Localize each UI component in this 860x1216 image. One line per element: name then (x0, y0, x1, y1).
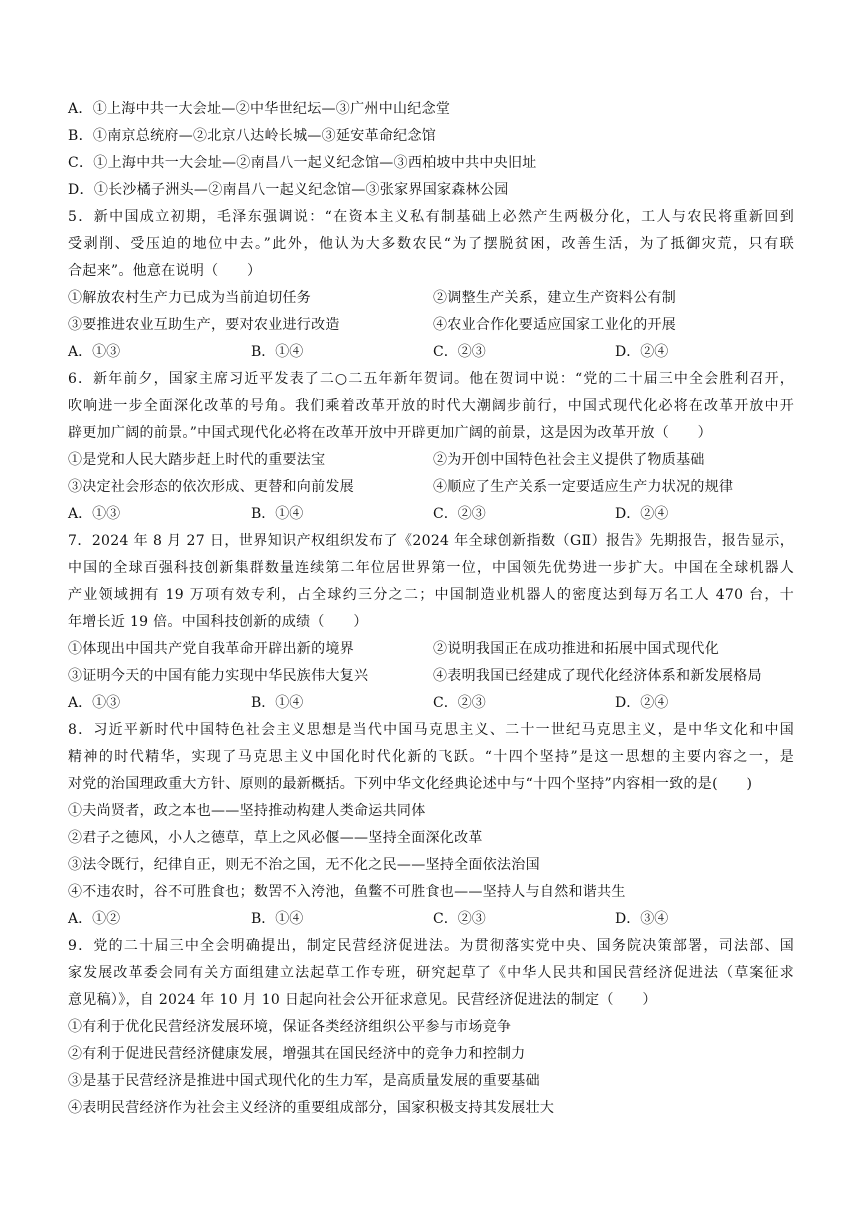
q7-stem-line-4: 年增长近 19 倍。中国科技创新的成绩（ ） (68, 614, 368, 630)
q6-item-2: ②为开创中国特色社会主义提供了物质基础 (433, 452, 705, 468)
q5-choice-d: D．②④ (615, 344, 669, 360)
q5-item-2: ②调整生产关系，建立生产资料公有制 (433, 290, 677, 306)
q5-choice-b: B．①④ (251, 344, 304, 360)
q8-stem-line-2: 精神的时代精华，实现了马克思主义中国化时代化新的飞跃。“十四个坚持”是这一思想的主要内容之一，是 (68, 749, 794, 765)
q7-choice-b: B．①④ (251, 695, 304, 711)
q7-item-4: ④表明我国已经建成了现代化经济体系和新发展格局 (433, 668, 762, 684)
q6-choice-b: B．①④ (251, 506, 304, 522)
q5-stem-line-3: 合起来”。他意在说明（ ） (68, 263, 262, 279)
q9-item-1: ①有利于优化民营经济发展环境，保证各类经济组织公平参与市场竞争 (68, 1019, 512, 1035)
q7-item-2: ②说明我国正在成功推进和拓展中国式现代化 (433, 641, 719, 657)
q7-choices (68, 694, 794, 712)
q9-stem-line-3: 意见稿）》，自 2024 年 10 月 10 日起向社会公开征求意见。民营经济促进法的制定（ ） (68, 992, 657, 1008)
q8-stem-line-1: 8．习近平新时代中国特色社会主义思想是当代中国马克思主义、二十一世纪马克思主义，是中华文化和中国 (68, 722, 794, 738)
q6-choice-d: D．②④ (615, 506, 669, 522)
q6-choice-c: C．②③ (433, 506, 486, 522)
q6-item-3: ③决定社会形态的依次形成、更替和向前发展 (68, 479, 354, 495)
q6-items-row-1 (68, 451, 794, 469)
q6-stem-line-2: 吹响进一步全面深化改革的号角。我们乘着改革开放的时代大潮阔步前行，中国式现代化必将在改革开放中开 (68, 398, 794, 414)
q6-stem-line-1: 6．新年前夕，国家主席习近平发表了二○二五年新年贺词。他在贺词中说：“党的二十届三中全会胜利召开， (68, 371, 794, 387)
q6-items-row-2 (68, 478, 794, 496)
q8-choice-a: A．①② (68, 911, 121, 927)
q7-item-3: ③证明今天的中国有能力实现中华民族伟大复兴 (68, 668, 369, 684)
q5-stem-line-1: 5．新中国成立初期，毛泽东强调说：“在资本主义私有制基础上必然产生两极分化，工人与农民将重新回到 (68, 209, 794, 225)
q5-item-3: ③要推进农业互助生产，要对农业进行改造 (68, 317, 340, 333)
q7-stem-line-1: 7．2024 年 8 月 27 日，世界知识产权组织发布了《2024 年全球创新指数（GⅡ）报告》先期报告，报告显示， (68, 533, 794, 549)
q8-choices (68, 910, 794, 928)
q9-stem-line-2: 家发展改革委会同有关方面组建立法起草工作专班，研究起草了《中华人民共和国民营经济促进法（草案征求 (68, 965, 794, 981)
q7-item-1: ①体现出中国共产党自我革命开辟出新的境界 (68, 641, 354, 657)
q4-option-b: B．①南京总统府—②北京八达岭长城—③延安革命纪念馆 (68, 128, 437, 144)
q8-item-1: ①夫尚贤者，政之本也——坚持推动构建人类命运共同体 (68, 803, 426, 819)
q6-choices (68, 505, 794, 523)
q7-choice-d: D．②④ (615, 695, 669, 711)
q5-items-row-2 (68, 316, 794, 334)
q4-option-a: A．①上海中共一大会址—②中华世纪坛—③广州中山纪念堂 (68, 101, 451, 117)
q5-choice-c: C．②③ (433, 344, 486, 360)
q4-option-d: D．①长沙橘子洲头—②南昌八一起义纪念馆—③张家界国家森林公园 (68, 182, 509, 198)
q6-stem-line-3: 辟更加广阔的前景。”中国式现代化必将在改革开放中开辟更加广阔的前景，这是因为改革开放（ ） (68, 425, 712, 441)
q7-items-row-2 (68, 667, 794, 685)
q8-choice-d: D．③④ (615, 911, 669, 927)
q5-choice-a: A．①③ (68, 344, 121, 360)
q6-item-4: ④顺应了生产关系一定要适应生产力状况的规律 (433, 479, 734, 495)
q9-item-4: ④表明民营经济作为社会主义经济的重要组成部分，国家积极支持其发展壮大 (68, 1100, 555, 1116)
q8-item-4: ④不违农时，谷不可胜食也；数罟不入洿池，鱼鳖不可胜食也——坚持人与自然和谐共生 (68, 884, 626, 900)
q9-item-3: ③是基于民营经济是推进中国式现代化的生力军，是高质量发展的重要基础 (68, 1073, 540, 1089)
q7-items-row-1 (68, 640, 794, 658)
q7-choice-c: C．②③ (433, 695, 486, 711)
q5-stem-line-2: 受剥削、受压迫的地位中去。”此外，他认为大多数农民“为了摆脱贫困，改善生活，为了抵御灾荒，只有联 (68, 236, 794, 252)
q8-item-2: ②君子之德风，小人之德草，草上之风必偃——坚持全面深化改革 (68, 830, 483, 846)
q6-item-1: ①是党和人民大踏步赶上时代的重要法宝 (68, 452, 326, 468)
q5-items-row-1 (68, 289, 794, 307)
q6-choice-a: A．①③ (68, 506, 121, 522)
q5-item-4: ④农业合作化要适应国家工业化的开展 (433, 317, 677, 333)
q8-choice-c: C．②③ (433, 911, 486, 927)
q8-stem-line-3: 对党的治国理政重大方针、原则的最新概括。下列中华文化经典论述中与“十四个坚持”内容相一致的是( ) (68, 776, 753, 792)
q8-item-3: ③法令既行，纪律自正，则无不治之国，无不化之民——坚持全面依法治国 (68, 857, 540, 873)
q7-stem-line-2: 中国的全球百强科技创新集群数量连续第二年位居世界第一位，中国领先优势进一步扩大。中国在全球机器人 (68, 560, 794, 576)
q9-item-2: ②有利于促进民营经济健康发展，增强其在国民经济中的竞争力和控制力 (68, 1046, 526, 1062)
q8-choice-b: B．①④ (251, 911, 304, 927)
q9-stem-line-1: 9．党的二十届三中全会明确提出，制定民营经济促进法。为贯彻落实党中央、国务院决策部署，司法部、国 (68, 938, 794, 954)
q5-choices (68, 343, 794, 361)
q7-stem-line-3: 产业领域拥有 19 万项有效专利，占全球约三分之二；中国制造业机器人的密度达到每万名工人 470 台，十 (68, 587, 794, 603)
q7-choice-a: A．①③ (68, 695, 121, 711)
q5-item-1: ①解放农村生产力已成为当前迫切任务 (68, 290, 312, 306)
q4-option-c: C．①上海中共一大会址—②南昌八一起义纪念馆—③西柏坡中共中央旧址 (68, 155, 537, 171)
